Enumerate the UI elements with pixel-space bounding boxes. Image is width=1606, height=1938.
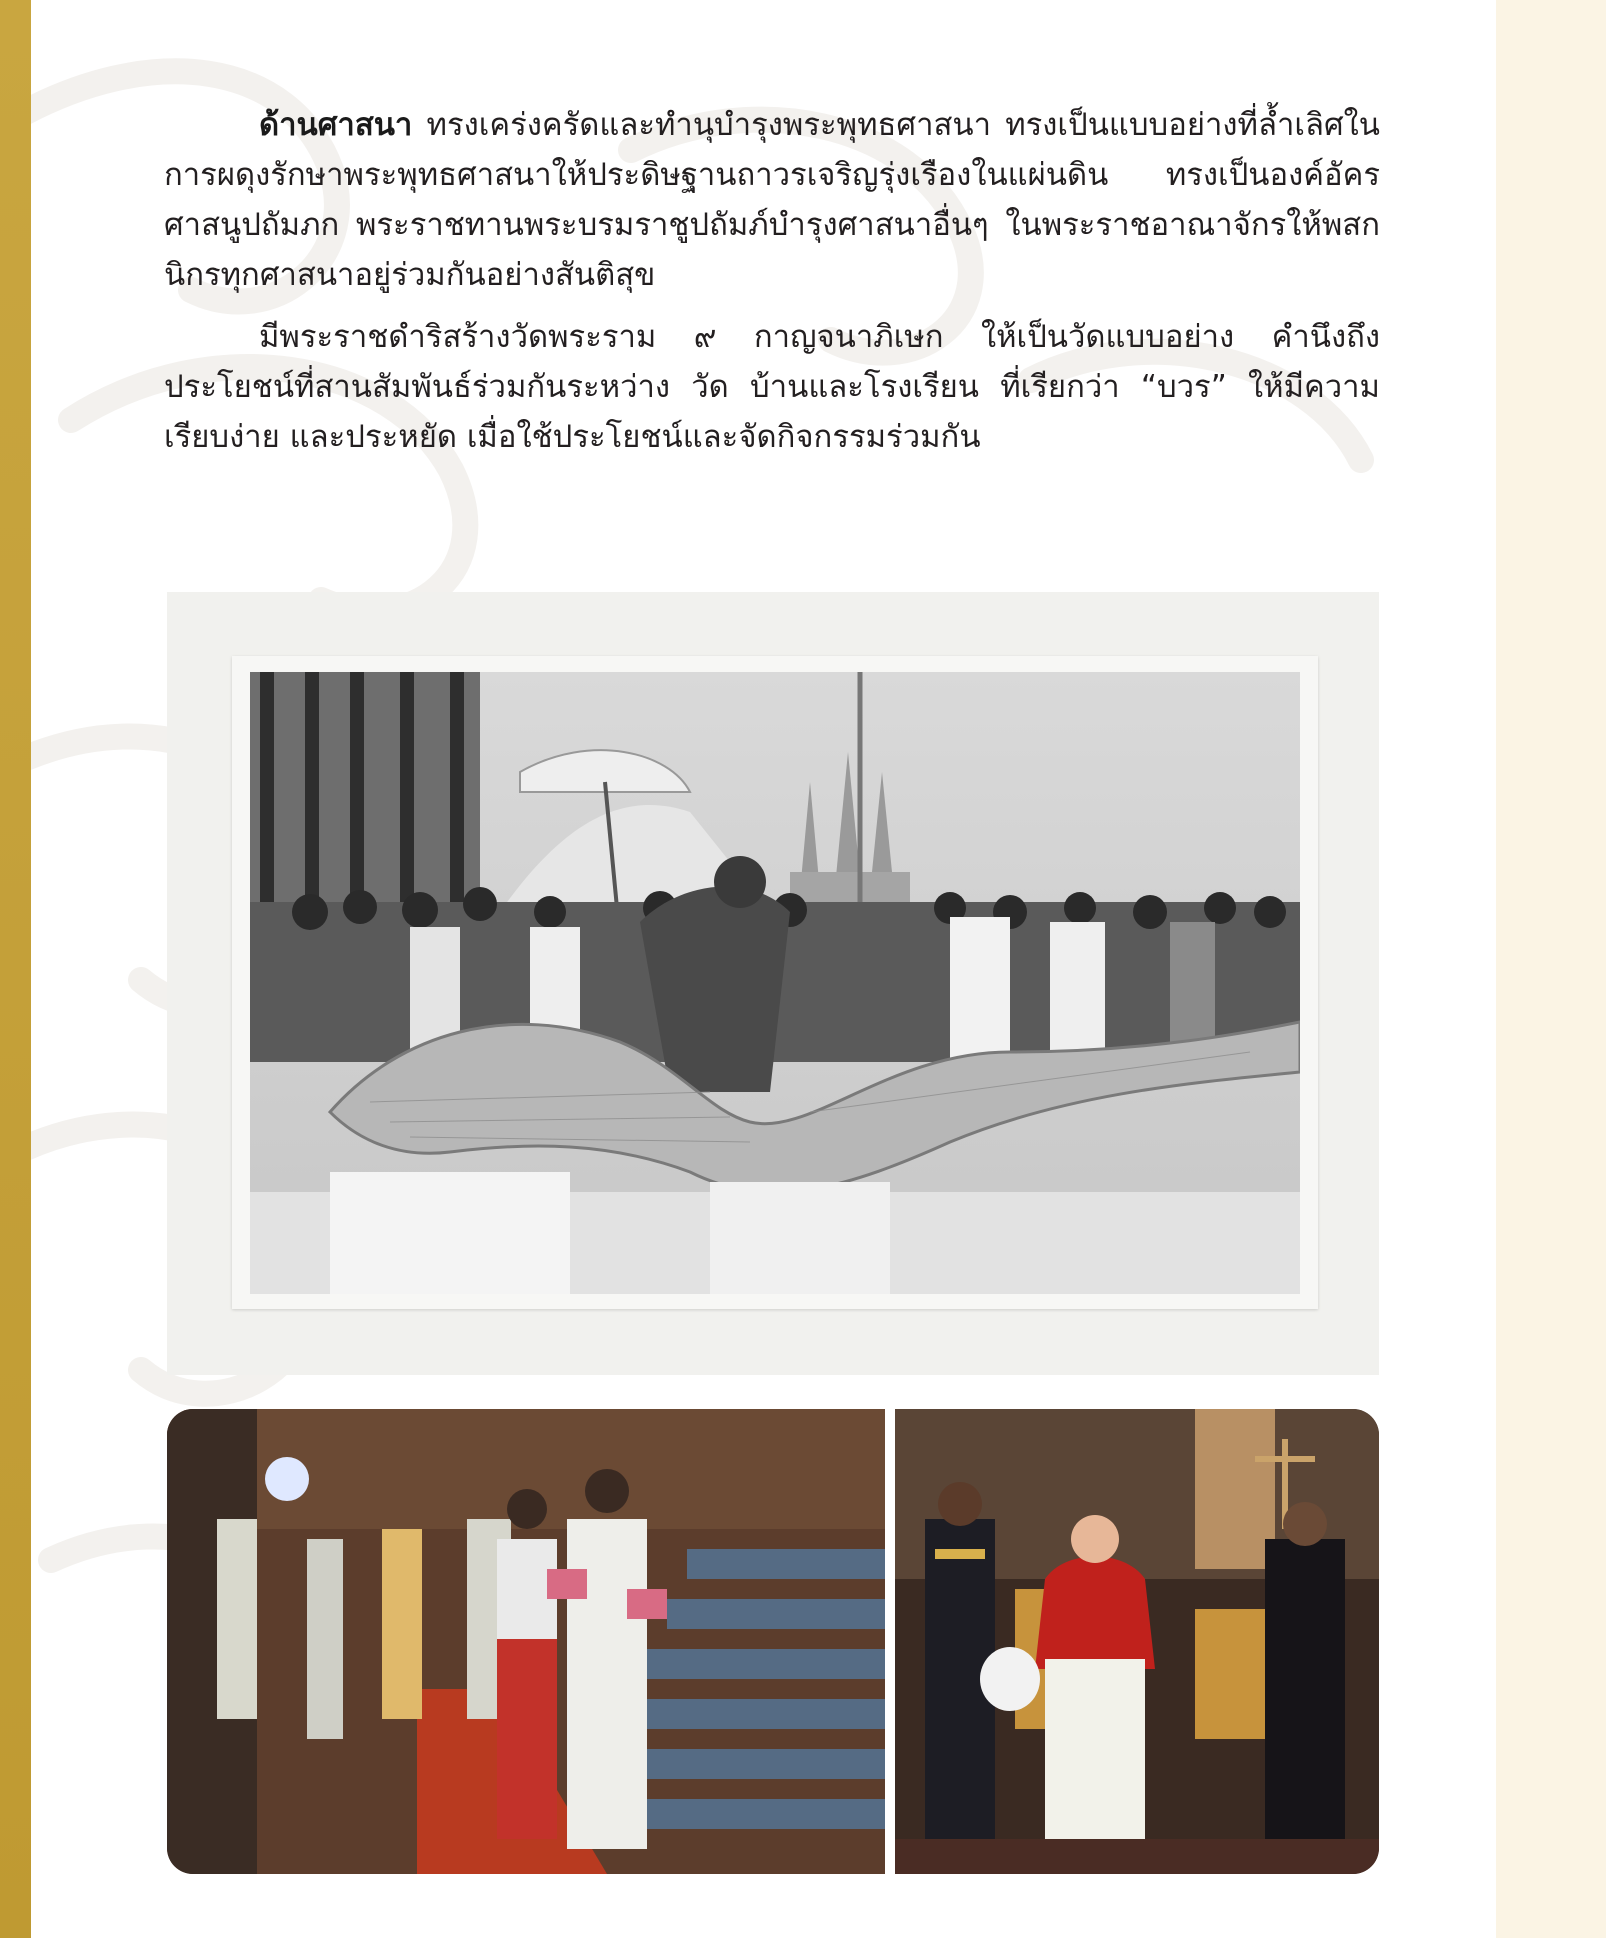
paragraph-heading: ด้านศาสนา [259,107,413,143]
side-panel [1496,0,1606,1938]
procession-photo [167,1409,885,1874]
accent-bar [0,0,31,1938]
audience-photo [895,1409,1379,1874]
paragraph-rama9-temple: มีพระราชดำริสร้างวัดพระราม ๙ กาญจนาภิเษก ให้เป็นวัดแบบอย่าง คำนึงถึงประโยชน์ที่สานสัมพันธ์ร่วมกันระหว่าง วัด บ้านและโรงเรียน ที่เรียกว่า “บวร” ให้มีความเรียบง่าย และประหยัด เมื่อใช้ประโยชน์และจัดกิจกรรมร่วมกัน [164,319,1380,455]
main-ceremony-photo [250,672,1300,1294]
paragraph-body: ทรงเคร่งครัดและทำนุบำรุงพระพุทธศาสนา ทรงเป็นแบบอย่างที่ล้ำเลิศในการผดุงรักษาพระพุทธศาสนาให้ประดิษฐานถาวรเจริญรุ่งเรืองในแผ่นดิน ทรงเป็นองค์อัครศาสนูปถัมภก พระราชทานพระบรมราชูปถัมภ์บำรุงศาสนาอื่นๆ ในพระราชอาณาจักรให้พสกนิกรทุกศาสนาอยู่ร่วมกันอย่างสันติสุข [164,107,1380,293]
body-text [164,100,1380,474]
paragraph-religion [164,100,1380,300]
